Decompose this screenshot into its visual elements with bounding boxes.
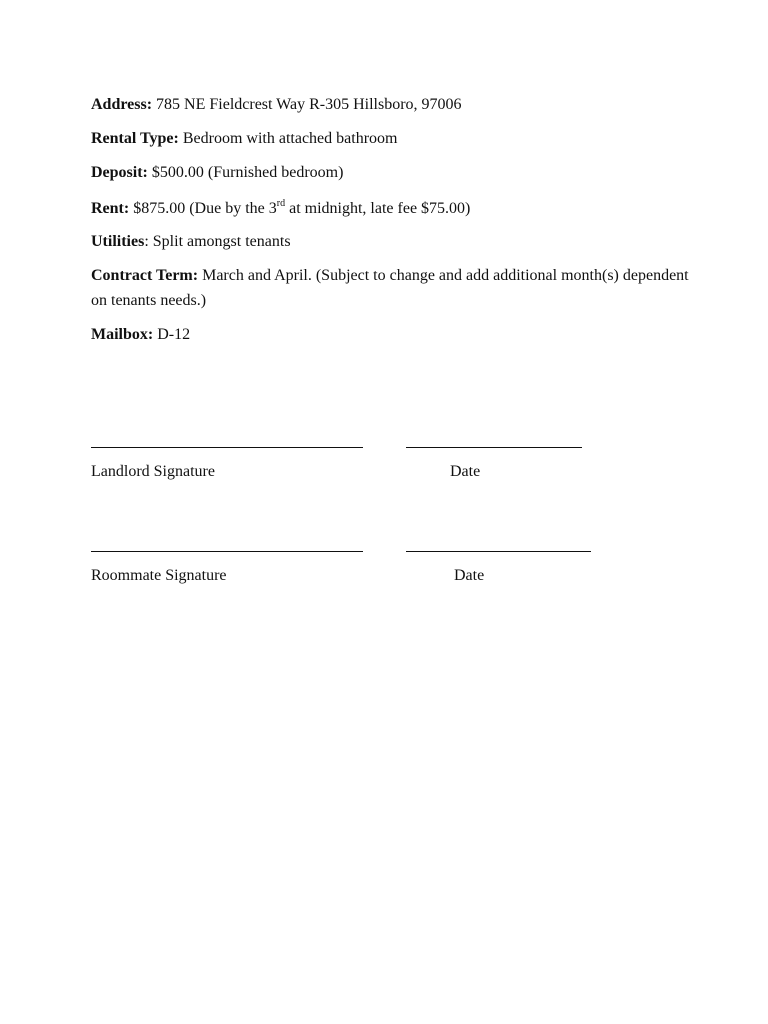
rent-value-end: at midnight, late fee $75.00)	[285, 200, 471, 217]
roommate-signature-label: Roommate Signature	[91, 567, 227, 584]
mailbox-line	[91, 322, 691, 347]
rent-line	[91, 196, 691, 221]
rent-label: Rent:	[91, 200, 130, 217]
contract-term-label: Contract Term:	[91, 267, 199, 284]
deposit-value: $500.00 (Furnished bedroom)	[151, 164, 344, 181]
deposit-label: Deposit:	[91, 164, 148, 181]
landlord-date-label: Date	[450, 463, 481, 480]
utilities-value: : Split amongst tenants	[144, 233, 291, 250]
deposit-line	[91, 160, 691, 185]
utilities-line	[91, 229, 691, 254]
landlord-signature-label: Landlord Signature	[91, 463, 215, 480]
rental-type-value: Bedroom with attached bathroom	[182, 130, 398, 147]
roommate-date-line[interactable]	[406, 551, 591, 552]
rent-value	[133, 197, 471, 217]
mailbox-value: D-12	[157, 326, 191, 343]
contract-term-value: March and April. (Subject to change and add additional month(s) dependent on tenants needs.)	[91, 267, 689, 309]
address-value: 785 NE Fieldcrest Way R-305 Hillsboro, 97006	[156, 96, 462, 113]
utilities-label: Utilities	[91, 233, 145, 250]
address-line	[91, 92, 691, 117]
rent-due-day-suffix: rd	[276, 197, 286, 209]
roommate-signature-line[interactable]	[91, 551, 363, 552]
rental-type-label: Rental Type:	[91, 130, 179, 147]
contract-term-line	[91, 263, 691, 313]
mailbox-label: Mailbox:	[91, 326, 154, 343]
rent-value-start: $875.00 (Due by the 3	[133, 200, 277, 217]
landlord-date-line[interactable]	[406, 447, 582, 448]
rental-type-line	[91, 126, 691, 151]
roommate-date-label: Date	[454, 567, 485, 584]
landlord-signature-line[interactable]	[91, 447, 363, 448]
address-label: Address:	[91, 96, 153, 113]
